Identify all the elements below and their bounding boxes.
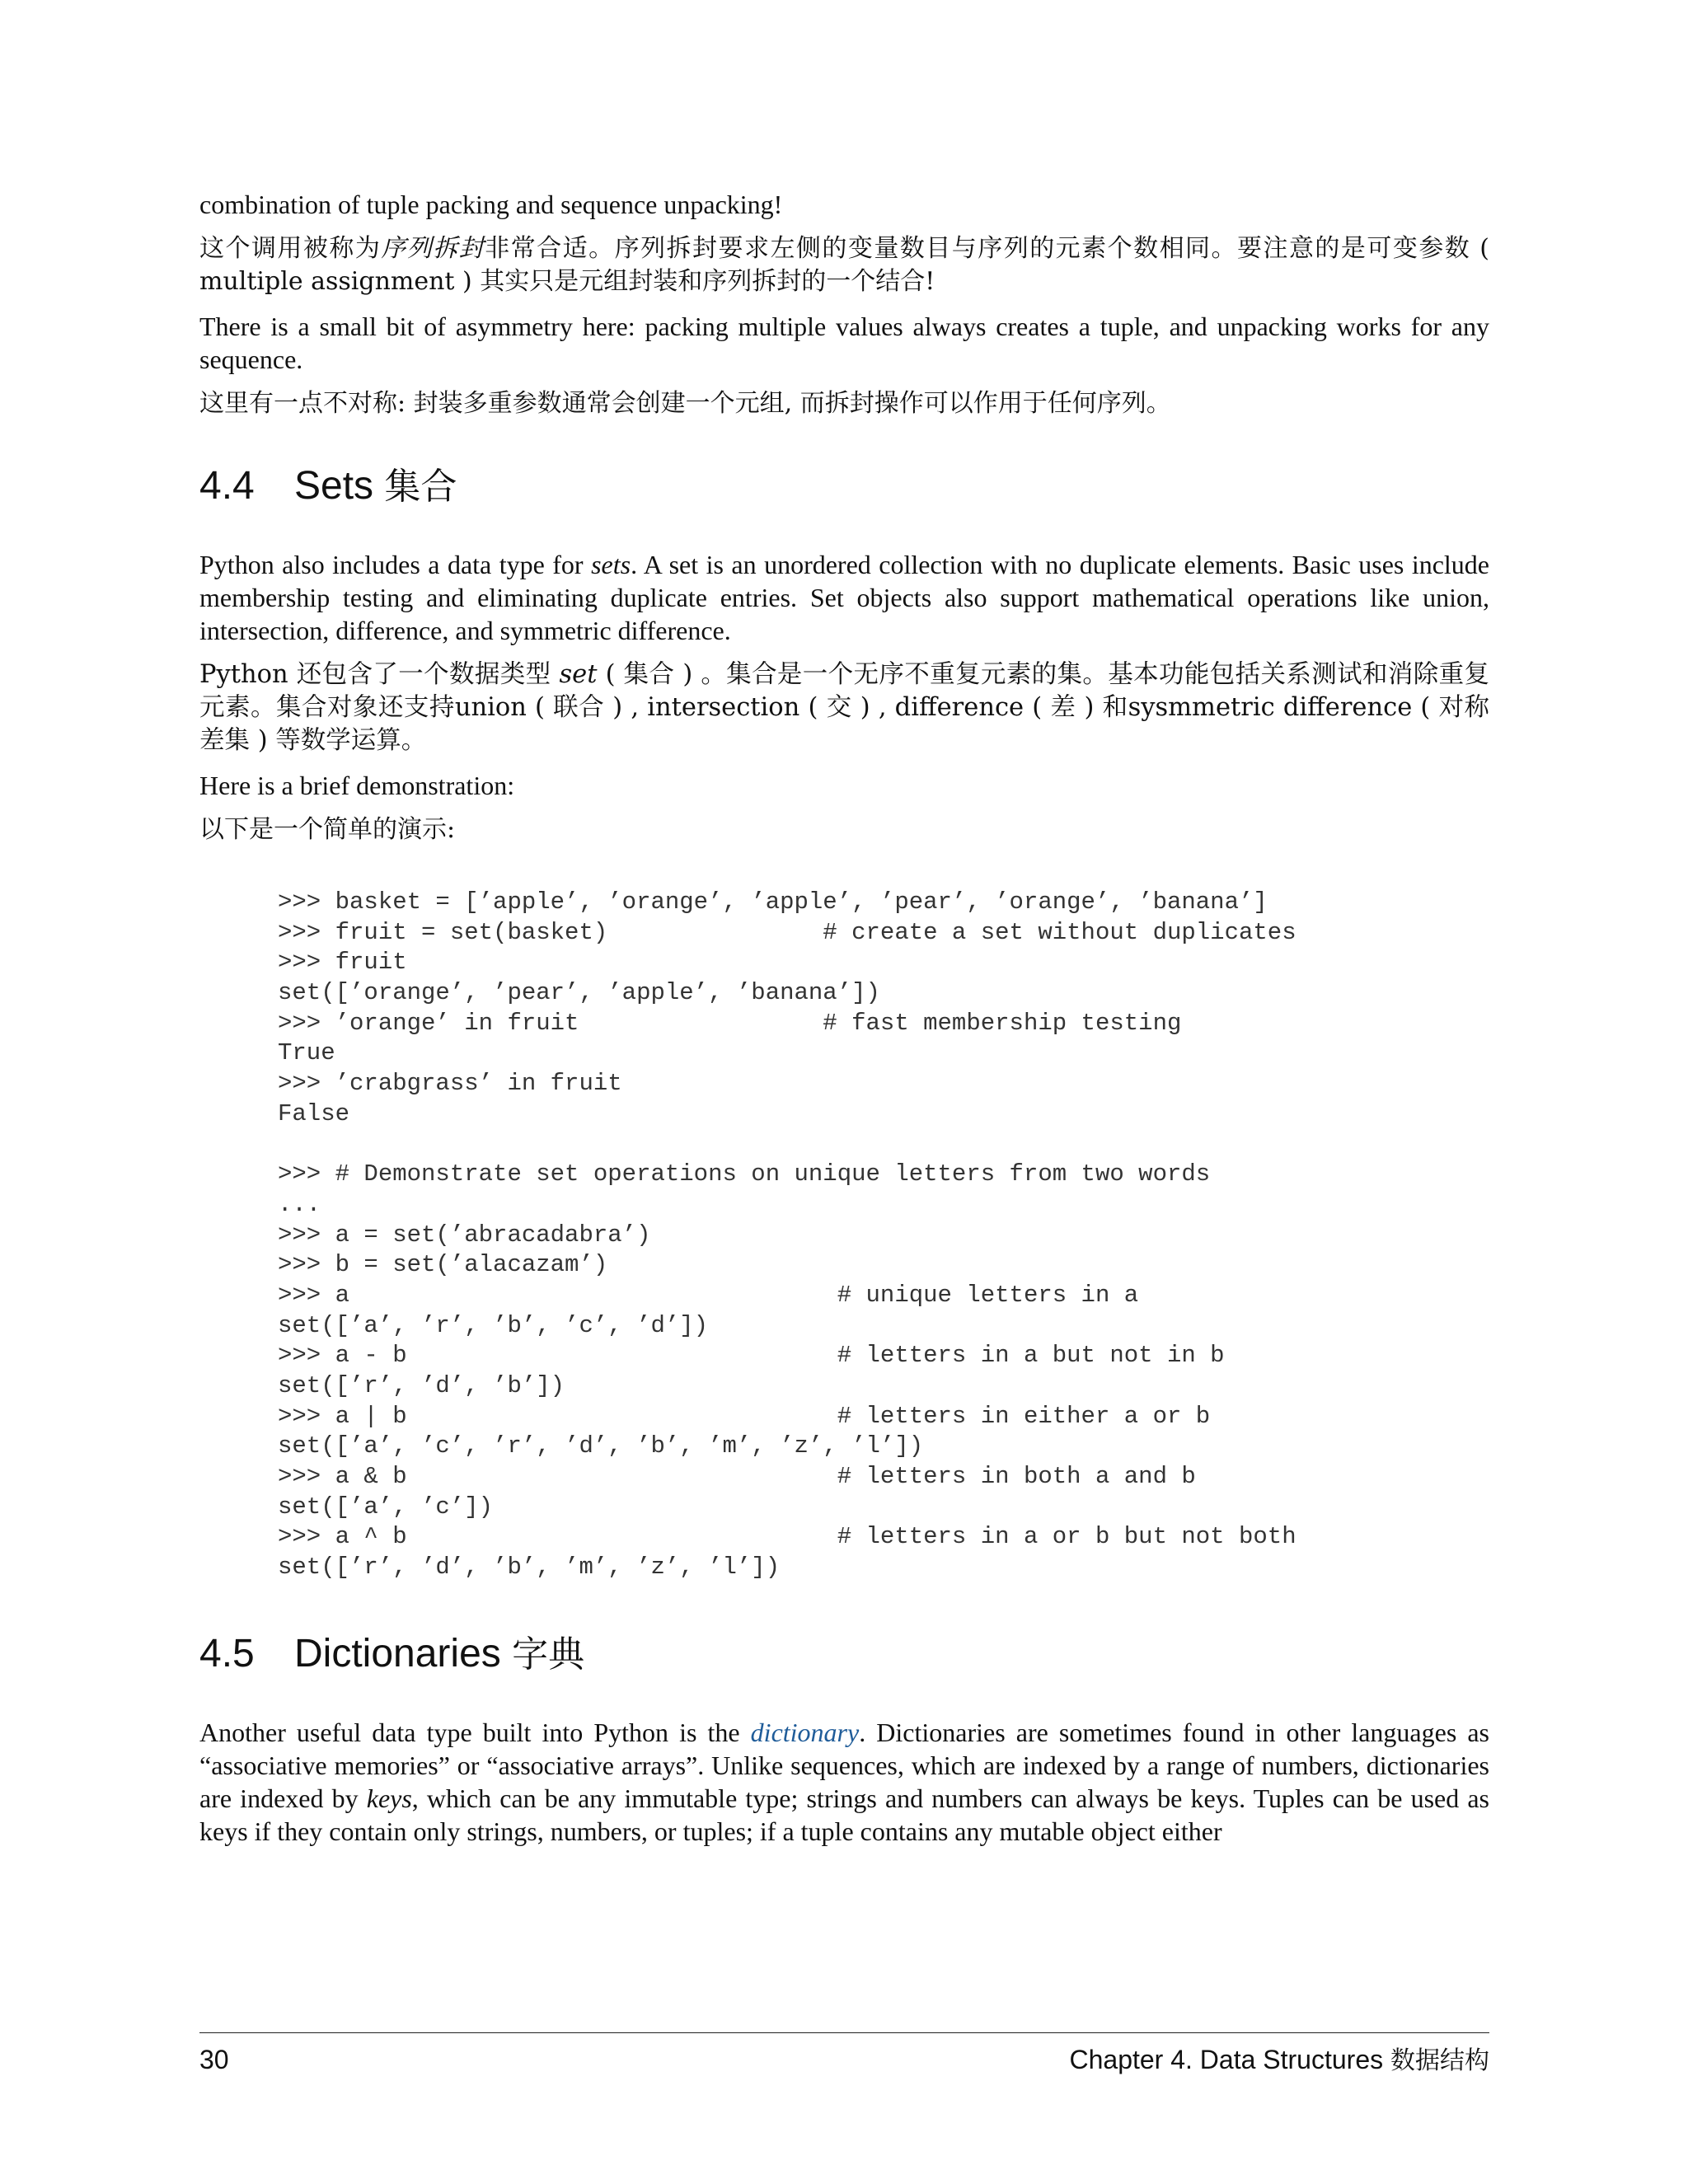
code-line: set([’orange’, ’pear’, ’apple’, ’banana’]) [278, 979, 880, 1007]
code-line: >>> b = set(’alacazam’) [278, 1251, 608, 1279]
paragraph-sets-intro-cn [199, 658, 1489, 757]
code-line: set([’r’, ’d’, ’b’, ’m’, ’z’, ’l’]) [278, 1554, 781, 1582]
chapter-title-cn: 数据结构 [1390, 2046, 1489, 2075]
code-line: >>> a - b # letters in a but not in b [278, 1342, 1225, 1370]
chapter-title [1069, 2041, 1489, 2079]
dictionary-link[interactable]: dictionary [750, 1717, 860, 1747]
code-block-sets-demo [278, 888, 1489, 1583]
text-run: Another useful data type built into Python is the [199, 1717, 751, 1747]
code-line: >>> fruit = set(basket) # create a set without duplicates [278, 918, 1296, 946]
section-number: 4.4 [199, 464, 255, 508]
section-heading-sets [199, 463, 1489, 510]
paragraph-tuple-packing-end: combination of tuple packing and sequence unpacking! [199, 190, 783, 219]
code-line: >>> fruit [278, 949, 407, 977]
code-line: >>> # Demonstrate set operations on unique letters from two words [278, 1160, 1211, 1188]
page-number: 30 [199, 2045, 229, 2074]
paragraph-dictionaries-intro [199, 1716, 1489, 1848]
page-content [199, 188, 1489, 1859]
code-line: False [278, 1099, 350, 1127]
text-run: 这个调用被称为 [199, 234, 382, 263]
code-line: set([’a’, ’c’]) [278, 1493, 494, 1521]
chapter-title-en: Chapter 4. Data Structures [1069, 2045, 1384, 2074]
footer-divider [199, 2032, 1489, 2033]
paragraph-asymmetry-cn: 这里有一点不对称: 封装多重参数通常会创建一个元组, 而拆封操作可以作用于任何序列。 [199, 389, 1171, 418]
code-line: True [278, 1039, 335, 1067]
term-sets: sets [591, 550, 631, 579]
page-footer [199, 2041, 1489, 2078]
term-set: set [559, 660, 598, 689]
paragraph-sets-intro [199, 548, 1489, 647]
paragraph-demo-intro-cn: 以下是一个简单的演示: [199, 815, 456, 844]
section-number: 4.5 [199, 1631, 255, 1675]
text-run: , which can be any immutable type; strings and numbers can always be keys. Tuples can be used as keys if they contain only strings, numbers, or tuples; if a tuple contains any mutable object either [199, 1783, 1490, 1846]
text-run: 非常合适。序列拆封要求左侧的变量数目与序列的元素个数相同。要注意的是可变参数 ( multiple assignment ) 其实只是元组封装和序列拆封的一个结合! [199, 234, 1489, 296]
code-line: >>> a | b # letters in either a or b [278, 1402, 1211, 1430]
section-title: Dictionaries [294, 1631, 501, 1675]
code-line: >>> a = set(’abracadabra’) [278, 1221, 651, 1249]
text-run: Python also includes a data type for [199, 550, 592, 579]
text-run: Python 还包含了一个数据类型 [199, 660, 560, 689]
term-keys: keys [366, 1783, 412, 1813]
text-run: . A set is an unordered collection with no duplicate elements. Basic uses include membership testing and eliminating duplicate entries. Set objects also support mathematical operations like union, intersection, difference, and symmetric difference. [199, 550, 1490, 645]
section-title-cn: 字典 [512, 1633, 585, 1675]
code-line: set([’r’, ’d’, ’b’]) [278, 1372, 565, 1399]
code-line: >>> a & b # letters in both a and b [278, 1463, 1196, 1491]
text-run: ( 集合 ) 。集合是一个无序不重复元素的集。基本功能包括关系测试和消除重复元素。集合对象还支持union ( 联合 ) , intersection ( 交 ) , difference ( 差 ) 和sysmmetric difference ( 对称差集 ) 等数学运算。 [199, 660, 1489, 755]
code-line: >>> a # unique letters in a [278, 1281, 1139, 1309]
code-line: set([’a’, ’c’, ’r’, ’d’, ’b’, ’m’, ’z’, ’l’]) [278, 1432, 924, 1460]
code-line: set([’a’, ’r’, ’b’, ’c’, ’d’]) [278, 1311, 709, 1339]
code-line: >>> ’orange’ in fruit # fast membership testing [278, 1009, 1182, 1037]
paragraph-tuple-packing-cn [199, 232, 1489, 298]
paragraph-asymmetry: There is a small bit of asymmetry here: packing multiple values always creates a tuple, and unpacking works for any sequence. [199, 312, 1489, 374]
code-line [278, 1130, 1489, 1160]
paragraph-demo-intro: Here is a brief demonstration: [199, 771, 515, 800]
code-line: >>> a ^ b # letters in a or b but not both [278, 1523, 1296, 1551]
term-sequence-unpacking-cn: 序列拆封 [381, 234, 485, 263]
code-line: ... [278, 1190, 321, 1218]
section-title-cn: 集合 [384, 466, 457, 508]
section-title: Sets [294, 464, 374, 508]
code-line: >>> basket = [’apple’, ’orange’, ’apple’, ’pear’, ’orange’, ’banana’] [278, 888, 1268, 916]
text-run: . Dictionaries are sometimes found in other languages as “associative memories” or “associative arrays”. Unlike sequences, which are indexed by a range of numbers, dictionaries are indexed by [199, 1717, 1490, 1813]
code-line: >>> ’crabgrass’ in fruit [278, 1070, 622, 1098]
section-heading-dictionaries [199, 1631, 1489, 1678]
